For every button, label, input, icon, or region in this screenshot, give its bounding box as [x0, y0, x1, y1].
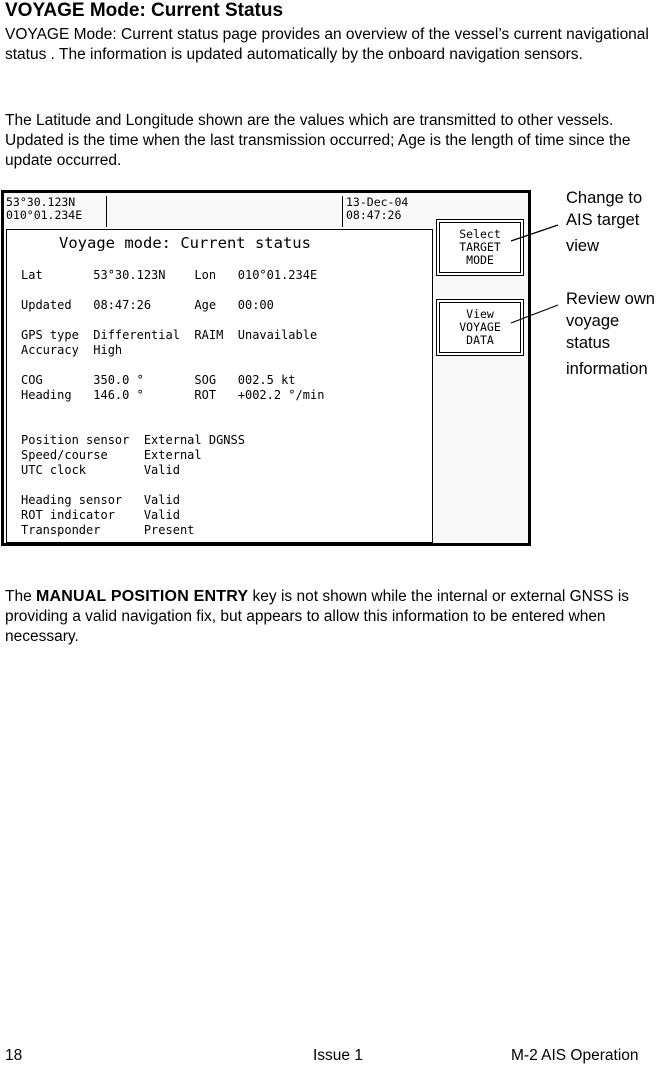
time-value: 08:47:26 — [346, 208, 402, 222]
manual-suffix: key is not shown while the internal or external GNSS is providing a valid navigation fix, but appears to allow this information to be entered when necessary. — [5, 588, 630, 645]
status-row: Updated 08:47:26 Age 00:00 — [21, 298, 274, 312]
status-row: Accuracy High — [21, 343, 123, 357]
page-heading: VOYAGE Mode: Current Status — [5, 0, 284, 21]
issue-label: Issue 1 — [313, 1047, 363, 1064]
manual-entry-paragraph — [5, 587, 665, 647]
status-row: Heading 146.0 ° ROT +002.2 °/min — [21, 388, 325, 402]
status-panel-title: Voyage mode: Current status — [59, 234, 311, 252]
status-row: GPS type Differential RAIM Unavailable — [21, 328, 318, 342]
date-value: 13-Dec-04 — [346, 195, 409, 209]
sensor-row: Heading sensor Valid — [21, 493, 180, 507]
manual-position-entry-key: MANUAL POSITION ENTRY — [36, 588, 249, 605]
callout-text: voyage — [566, 312, 620, 330]
softkey-label: TARGET — [459, 240, 501, 254]
softkey-label: VOYAGE — [459, 320, 501, 334]
softkey-label: View — [466, 307, 494, 321]
sensor-row: Speed/course External — [21, 448, 202, 462]
softkey-label: MODE — [466, 253, 494, 267]
document-title: M-2 AIS Operation — [511, 1047, 639, 1064]
callout-text: view — [566, 237, 600, 255]
manual-prefix: The — [5, 588, 37, 605]
callout-target-view — [566, 187, 642, 257]
softkey-label: Select — [459, 227, 501, 241]
status-row: Lat 53°30.123N Lon 010°01.234E — [21, 268, 318, 282]
callout-text: Review own — [566, 290, 655, 308]
callout-line-target — [511, 225, 558, 241]
intro-paragraph: VOYAGE Mode: Current status page provides an overview of the vessel’s current navigational status . The information is updated automatically by the onboard navigation sensors. — [5, 26, 649, 63]
status-row: COG 350.0 ° SOG 002.5 kt — [21, 373, 296, 387]
callout-text: status — [566, 334, 611, 352]
softkey-label: DATA — [466, 333, 494, 347]
callout-text: information — [566, 360, 648, 378]
sensor-row: ROT indicator Valid — [21, 508, 180, 522]
callout-voyage-status — [566, 288, 655, 380]
callout-text: AIS target — [566, 211, 640, 229]
sensor-row: UTC clock Valid — [21, 463, 180, 477]
position-lat: 53°30.123N — [6, 195, 76, 209]
callout-line-voyage — [511, 305, 558, 323]
page-number: 18 — [5, 1047, 23, 1064]
position-lon: 010°01.234E — [6, 208, 83, 222]
latlon-paragraph: The Latitude and Longitude shown are the values which are transmitted to other vessels. Updated is the time when the last transmission occurred; Age is the length of time since the update occurred. — [5, 112, 631, 169]
sensor-row: Position sensor External DGNSS — [21, 433, 245, 447]
callout-text: Change to — [566, 189, 643, 207]
sensor-row: Transponder Present — [21, 523, 195, 537]
